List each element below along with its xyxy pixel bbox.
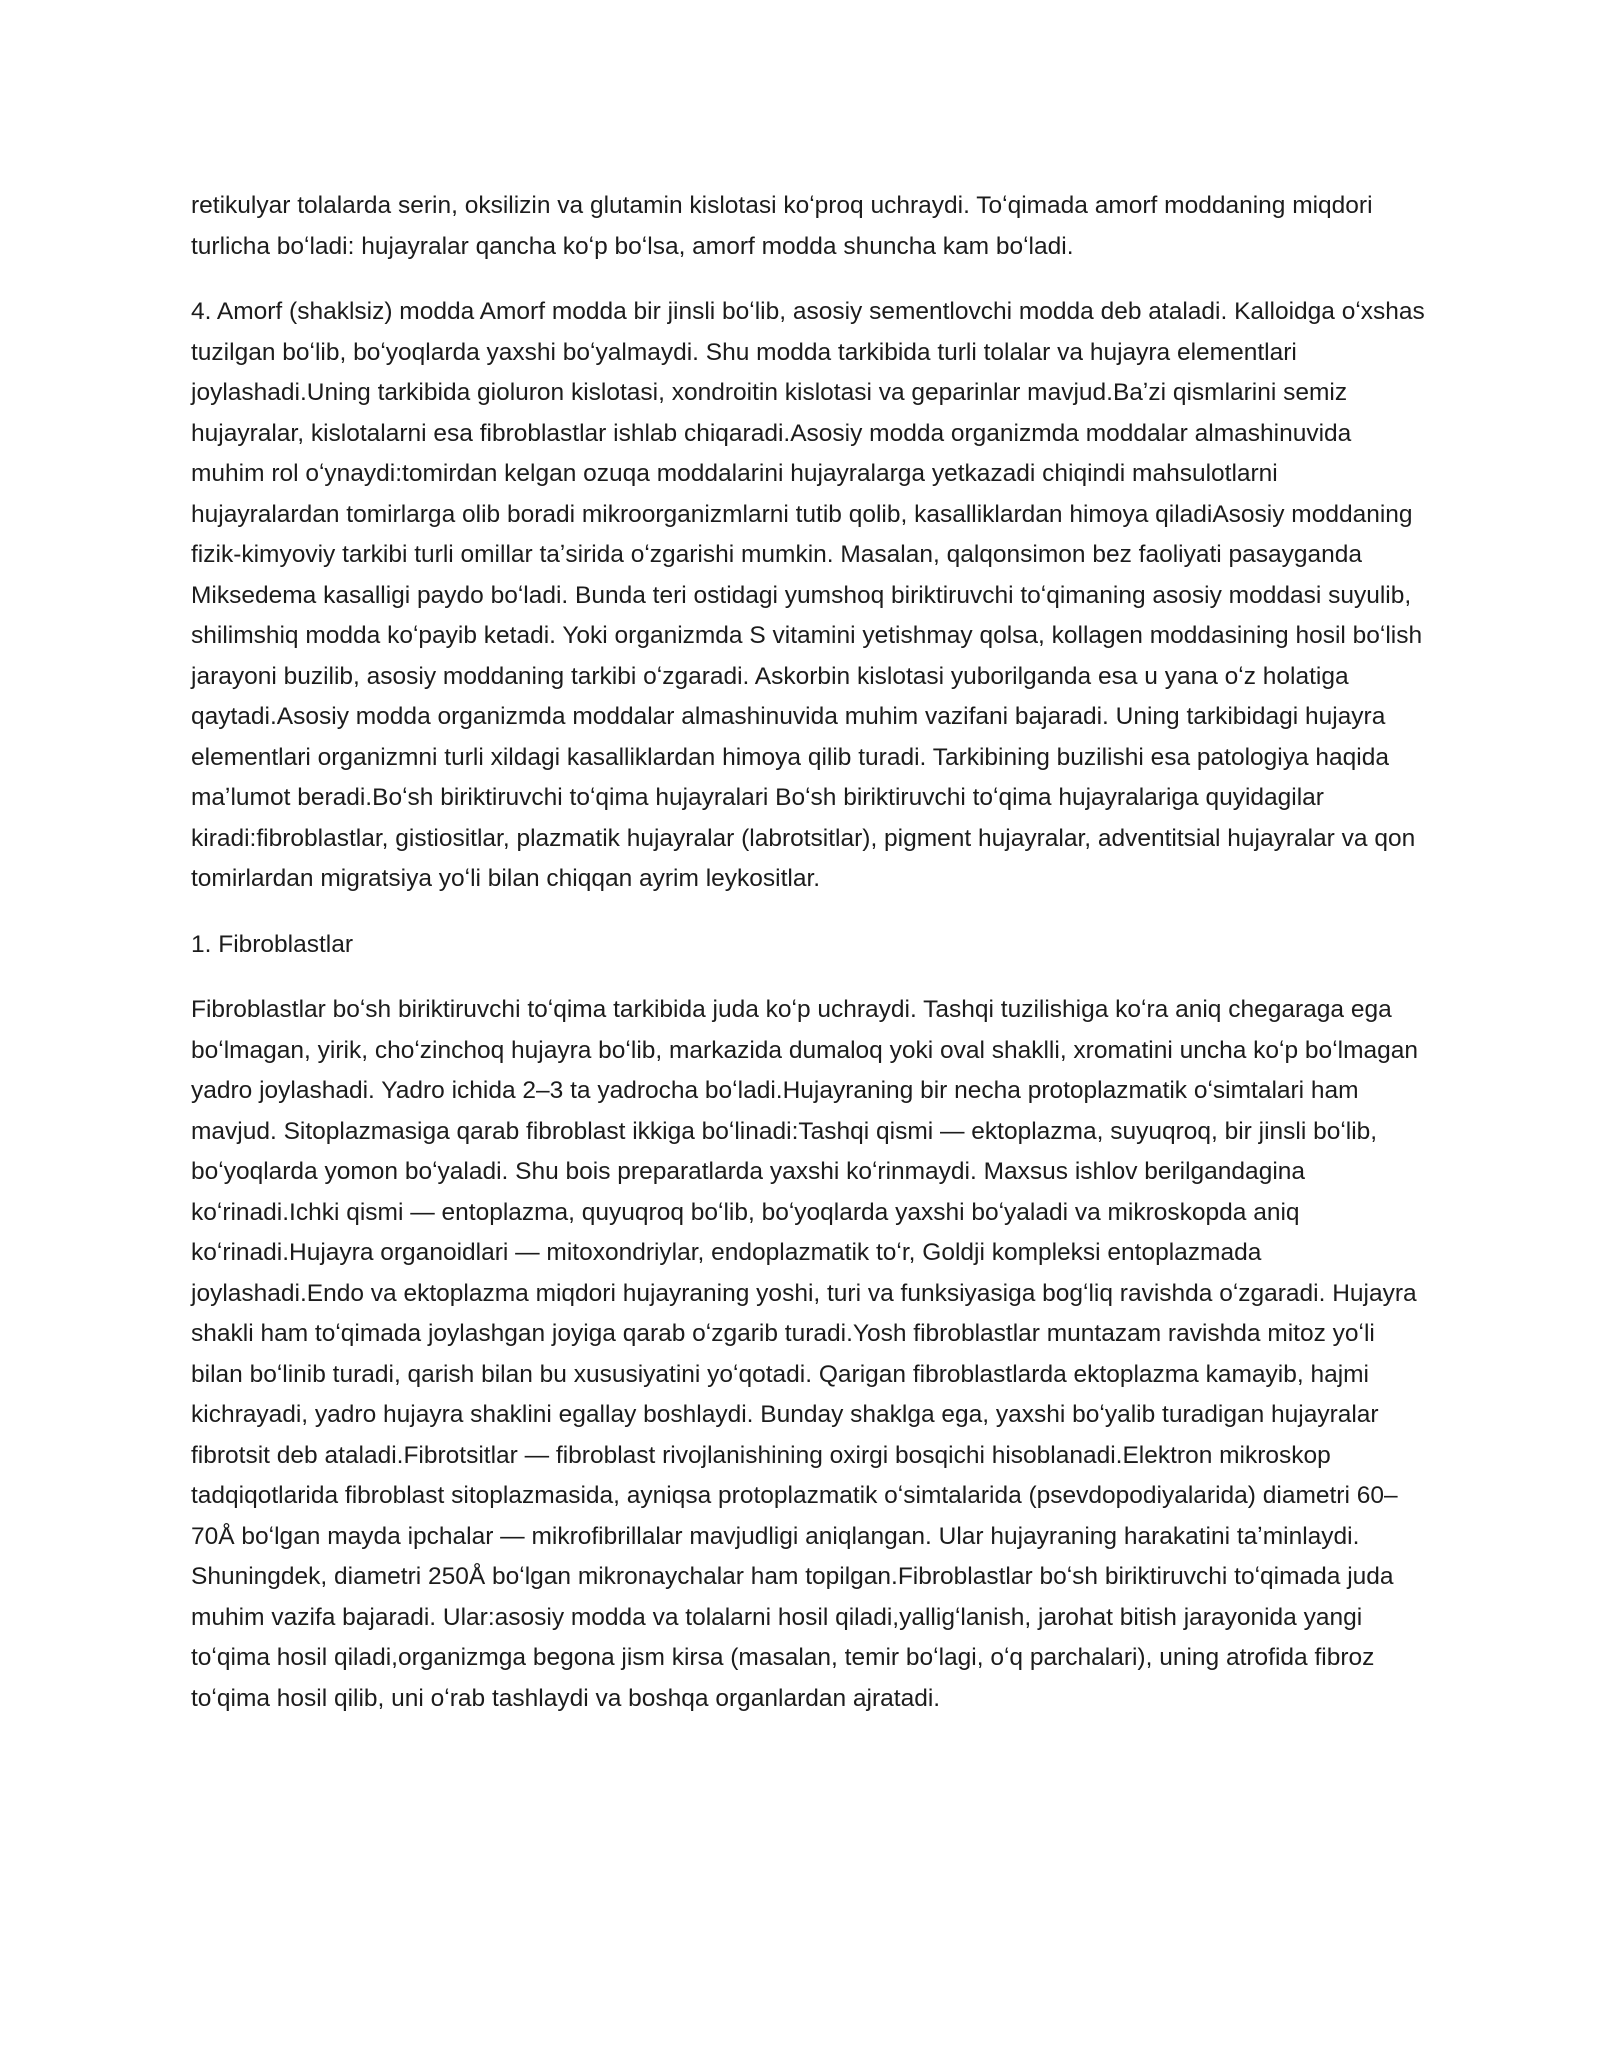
section-heading-fibroblasts: 1. Fibroblastlar	[191, 930, 354, 958]
paragraph-reticular-fibers: retikulyar tolalarda serin, oksilizin va glutamin kislotasi koʻproq uchraydi. Toʻqimada amorf moddaning miqdori turlicha boʻladi: hujayralar qancha koʻp boʻlsa, amorf modda shuncha kam boʻladi.	[191, 192, 1373, 260]
paragraph-fibroblasts: Fibroblastlar boʻsh biriktiruvchi toʻqima tarkibida juda koʻp uchraydi. Tashqi tuzilishiga koʻra aniq chegaraga ega boʻlmagan, yirik, choʻzinchoq hujayra boʻlib, markazida dumaloq yoki oval shaklli, xromatini uncha koʻp boʻlmagan yadro joylashadi. Yadro ichida 2–3 ta yadrocha boʻladi.Hujayraning bir necha protoplazmatik oʻsimtalari ham mavjud. Sitoplazmasiga qarab fibroblast ikkiga boʻlinadi:Tashqi qismi — ektoplazma, suyuqroq, bir jinsli boʻlib, boʻyoqlarda yomon boʻyaladi. Shu bois preparatlarda yaxshi koʻrinmaydi. Maxsus ishlov berilgandagina koʻrinadi.Ichki qismi — entoplazma, quyuqroq boʻlib, boʻyoqlarda yaxshi boʻyaladi va mikroskopda aniq koʻrinadi.Hujayra organoidlari — mitoxondriylar, endoplazmatik toʻr, Goldji kompleksi entoplazmada joylashadi.Endo va ektoplazma miqdori hujayraning yoshi, turi va funksiyasiga bogʻliq ravishda oʻzgaradi. Hujayra shakli ham toʻqimada joylashgan joyiga qarab oʻzgarib turadi.Yosh fibroblastlar muntazam ravishda mitoz yoʻli bilan boʻlinib turadi, qarish bilan bu xususiyatini yoʻqotadi. Qarigan fibroblastlarda ektoplazma kamayib, hajmi kichrayadi, yadro hujayra shaklini egallay boshlaydi. Bunday shaklga ega, yaxshi boʻyalib turadigan hujayralar fibrotsit deb ataladi.Fibrotsitlar — fibroblast rivojlanishining oxirgi bosqichi hisoblanadi.Elektron mikroskop tadqiqotlarida fibroblast sitoplazmasida, ayniqsa protoplazmatik oʻsimtalarida (psevdopodiyalarida) diametri 60–70Å boʻlgan mayda ipchalar — mikrofibrillalar mavjudligi aniqlangan. Ular hujayraning harakatini taʼminlaydi. Shuningdek, diametri 250Å boʻlgan mikronaychalar ham topilgan.Fibroblastlar boʻsh biriktiruvchi toʻqimada juda muhim vazifa bajaradi. Ular:asosiy modda va tolalarni hosil qiladi,yalligʻlanish, jarohat bitish jarayonida yangi toʻqima hosil qiladi,organizmga begona jism kirsa (masalan, temir boʻlagi, oʻq parchalari), uning atrofida fibroz toʻqima hosil qilib, uni oʻrab tashlaydi va boshqa organlardan ajratadi.	[191, 996, 1418, 1712]
document-page	[191, 186, 1431, 1744]
paragraph-amorphous-substance: 4. Amorf (shaklsiz) modda Amorf modda bir jinsli boʻlib, asosiy sementlovchi modda deb ataladi. Kalloidga oʻxshas tuzilgan boʻlib, boʻyoqlarda yaxshi boʻyalmaydi. Shu modda tarkibida turli tolalar va hujayra elementlari joylashadi.Uning tarkibida gioluron kislotasi, xondroitin kislotasi va geparinlar mavjud.Baʼzi qismlarini semiz hujayralar, kislotalarni esa fibroblastlar ishlab chiqaradi.Asosiy modda organizmda moddalar almashinuvida muhim rol oʻynaydi:tomirdan kelgan ozuqa moddalarini hujayralarga yetkazadi chiqindi mahsulotlarni hujayralardan tomirlarga olib boradi mikroorganizmlarni tutib qolib, kasalliklardan himoya qiladiAsosiy moddaning fizik-kimyoviy tarkibi turli omillar taʼsirida oʻzgarishi mumkin. Masalan, qalqonsimon bez faoliyati pasayganda Miksedema kasalligi paydo boʻladi. Bunda teri ostidagi yumshoq biriktiruvchi toʻqimaning asosiy moddasi suyulib, shilimshiq modda koʻpayib ketadi. Yoki organizmda S vitamini yetishmay qolsa, kollagen moddasining hosil boʻlish jarayoni buzilib, asosiy moddaning tarkibi oʻzgaradi. Askorbin kislotasi yuborilganda esa u yana oʻz holatiga qaytadi.Asosiy modda organizmda moddalar almashinuvida muhim vazifani bajaradi. Uning tarkibidagi hujayra elementlari organizmni turli xildagi kasalliklardan himoya qilib turadi. Tarkibining buzilishi esa patologiya haqida maʼlumot beradi.Boʻsh biriktiruvchi toʻqima hujayralari Boʻsh biriktiruvchi toʻqima hujayralariga quyidagilar kiradi:fibroblastlar, gistiositlar, plazmatik hujayralar (labrotsitlar), pigment hujayralar, adventitsial hujayralar va qon tomirlardan migratsiya yoʻli bilan chiqqan ayrim leykositlar.	[191, 298, 1425, 892]
